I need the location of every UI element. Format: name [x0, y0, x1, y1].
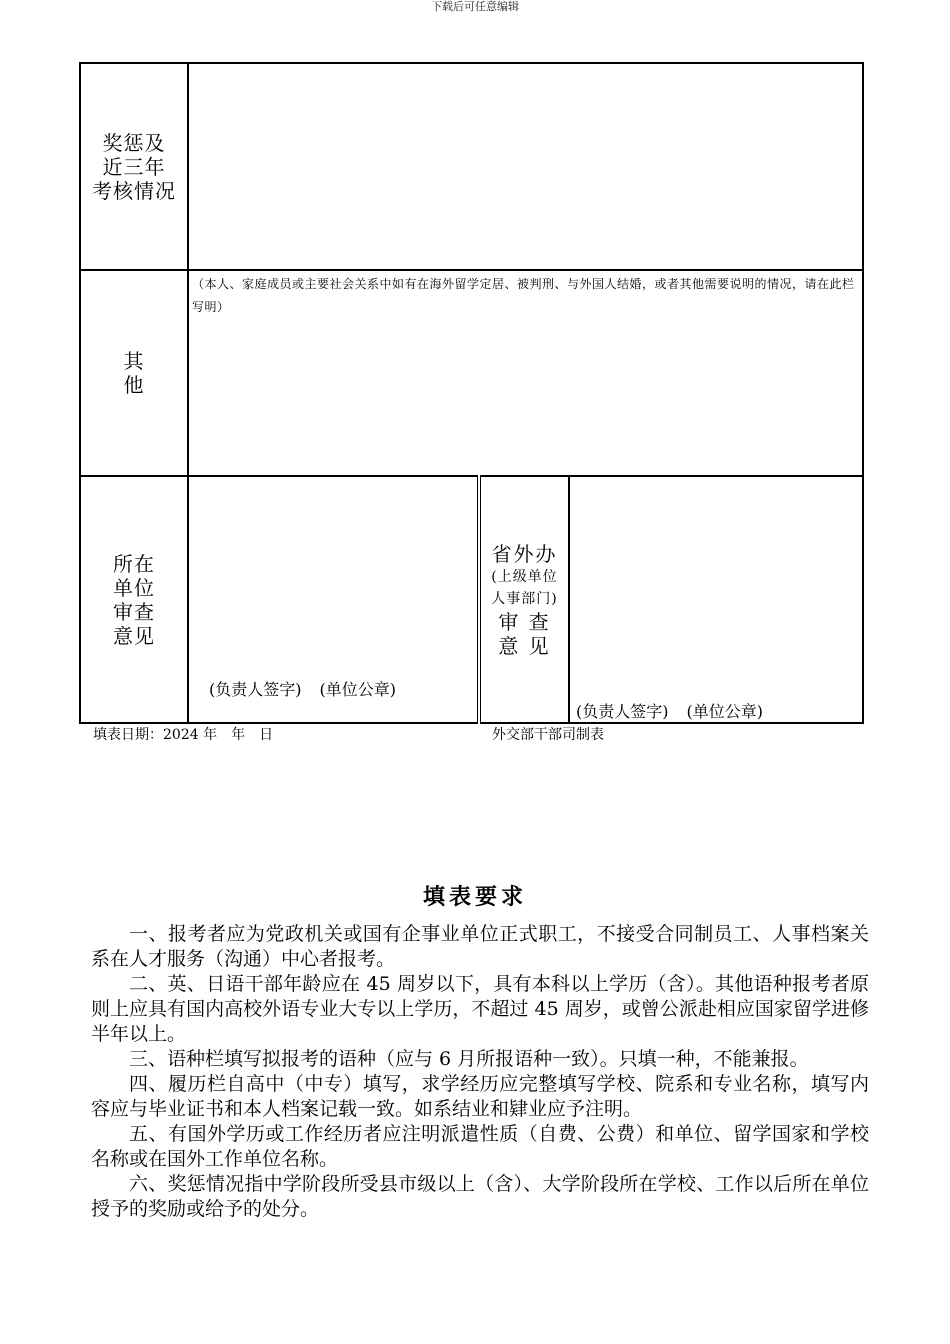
unit-review-field[interactable]	[188, 476, 479, 723]
requirement-item: 六、奖惩情况指中学阶段所受县市级以上（含）、大学阶段所在学校、工作以后所在单位授予的奖励或给予的处分。	[91, 1173, 869, 1220]
other-field[interactable]	[188, 270, 863, 476]
unit-sign-line	[209, 677, 396, 700]
other-label: 其 他	[80, 270, 188, 476]
rewards-row	[80, 63, 863, 270]
requirement-item: 一、报考者应为党政机关或国有企事业单位正式职工，不接受合同制员工、人事档案关系在人才服务（沟通）中心者报考。	[91, 923, 869, 970]
form-maker: 外交部干部司制表	[492, 727, 604, 743]
requirement-item: 二、英、日语干部年龄应在 45 周岁以下，具有本科以上学历（含）。其他语种报考者原则上应具有国内高校外语专业大专以上学历，不超过 45 周岁，或曾公派赴相应国家留学进修半年以上。	[91, 973, 869, 1045]
requirement-item: 五、有国外学历或工作经历者应注明派遣性质（自费、公费）和单位、留学国家和学校名称或在国外工作单位名称。	[91, 1123, 869, 1170]
rewards-label: 奖惩及 近三年 考核情况	[80, 63, 188, 270]
review-row	[80, 476, 863, 723]
rewards-field[interactable]	[188, 63, 863, 270]
upper-review-label: 省外办 (上级单位 人事部门) 审 查 意 见	[479, 476, 569, 723]
upper-signature-label: (负责人签字)	[576, 702, 669, 721]
application-form-table	[79, 62, 864, 724]
other-row	[80, 270, 863, 476]
upper-seal-label: (单位公章)	[686, 702, 763, 721]
header-note: 下载后可任意编辑	[431, 0, 519, 13]
fill-date: 填表日期：2024 年 年 日	[93, 727, 274, 743]
unit-review-label: 所在 单位 审查 意见	[80, 476, 188, 723]
upper-sign-line	[576, 699, 763, 722]
requirement-item: 三、语种栏填写拟报考的语种（应与 6 月所报语种一致）。只填一种，不能兼报。	[129, 1048, 809, 1070]
requirement-item: 四、履历栏自高中（中专）填写，求学经历应完整填写学校、院系和专业名称，填写内容应与毕业证书和本人档案记载一致。如系结业和肄业应予注明。	[91, 1073, 869, 1120]
unit-seal-label: (单位公章)	[319, 680, 396, 699]
unit-signature-label: (负责人签字)	[209, 680, 302, 699]
requirements-body	[91, 922, 869, 1222]
upper-review-field[interactable]	[569, 476, 863, 723]
other-note: （本人、家庭成员或主要社会关系中如有在海外留学定居、被判刑、与外国人结婚，或者其他需要说明的情况，请在此栏写明）	[192, 277, 855, 314]
requirements-title: 填表要求	[422, 885, 527, 910]
